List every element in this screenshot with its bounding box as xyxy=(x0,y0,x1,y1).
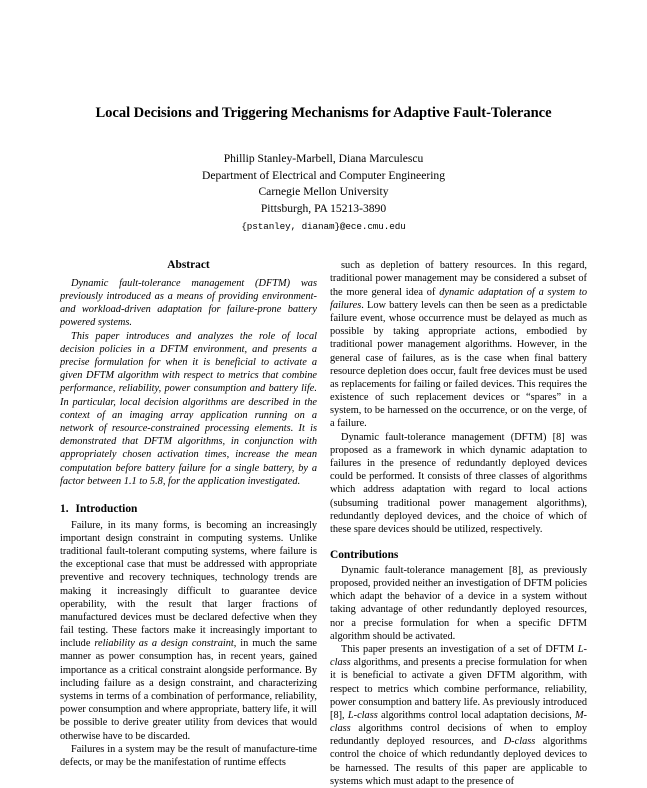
contrib-p2-part-b: algorithms, and presents a precise formulation for when it is beneficial to activate a given DFTM algorithm, with respect to metrics which combine performance, reliability, power consumption and battery life. As previously introduced [8], xyxy=(330,657,587,721)
right-column xyxy=(330,259,587,788)
contrib-p2-part-e: algorithms control the choice of which redundantly deployed devices to be harnessed. The results of this paper are applicable to systems which must adapt to the presence of xyxy=(330,736,587,787)
abstract-heading: Abstract xyxy=(167,259,210,272)
contrib-p2-emphasis-3: M-class xyxy=(330,709,587,735)
author-email: {pstanley, dianam}@ece.cmu.edu xyxy=(241,221,406,233)
contrib-p2-part-d: algorithms control decisions of when to employ redundantly deployed resources, and xyxy=(330,723,587,748)
contributions-heading: Contributions xyxy=(330,549,399,562)
section-title: Introduction xyxy=(75,502,138,515)
contributions-paragraph-2 xyxy=(330,643,587,788)
author-block xyxy=(60,151,587,233)
abstract-paragraph-2: This paper introduces and analyzes the role of local decision policies in a DFTM environment, and presents a precise formulation for when it is beneficial to activate a given DFTM algorithm with respect to metrics that combine performance, reliability, power consumption and battery life. In particular, local decision algorithms are described in the context of an imaging array application running on a network of resource-constrained processing elements. It is demonstrated that DFTM algorithms, in conjunction with appropriately chosen activation times, increase the mean computation before battery failure for a single battery, by a factor between 1.1 to 5.8, for the application investigated. xyxy=(60,330,317,487)
author-department: Department of Electrical and Computer Engineering xyxy=(201,168,446,182)
contrib-p2-emphasis-1: L-class xyxy=(330,643,587,669)
right-p1-part-a: such as depletion of battery resources. In this regard, traditional power management may be considered a subset of the more general idea of xyxy=(330,260,587,298)
abstract-paragraph-1: Dynamic fault-tolerance management (DFTM) was previously introduced as a means of providing environment- and workload-driven adaptation for failure-prone battery powered systems. xyxy=(60,277,317,329)
introduction-heading xyxy=(60,503,317,517)
contrib-p2-part-c: algorithms control local adaptation decisions, xyxy=(377,709,575,721)
left-column xyxy=(60,259,317,788)
contrib-p2-emphasis-2: L-class xyxy=(347,709,378,721)
introduction-paragraph-2: Failures in a system may be the result of manufacture-time defects, or may be the manifestation of runtime effects xyxy=(60,743,317,768)
introduction-paragraph-1 xyxy=(60,519,317,743)
title-block xyxy=(60,0,587,233)
right-paragraph-2: Dynamic fault-tolerance management (DFTM) [8] was proposed as a framework in which dynamic adaptation to failures in the presence of redundantly deployed devices could be performed. It consists of three classes of algorithms which address adaptation with regard to local actions (subsuming traditional power management algorithms), redundantly deployed devices, and the choice of which of these spare devices should be utilized, respectively. xyxy=(330,431,587,535)
intro-p1-part-b: , in much the same manner as power consumption has, in recent years, gained importance as a critical constraint alongside performance. By including failure as a design constraint, and characterizing systems in terms of a combination of performance, reliability, power consumption and where appropriate, battery life, it will be possible to derive greater utility from devices that would otherwise have to be discarded. xyxy=(60,638,317,742)
page-title: Local Decisions and Triggering Mechanisms for Adaptive Fault-Tolerance xyxy=(95,105,552,121)
author-address: Pittsburgh, PA 15213-3890 xyxy=(260,201,387,215)
intro-p1-emphasis: reliability as a design constraint xyxy=(94,638,234,650)
right-p1-part-b: . Low battery levels can then be seen as a predictable failure event, whose occurrence must be delayed as much as possible by taking appropriate actions, embodied by traditional power management algorithms. However, in the general case of failures, as is the case when final battery resource depletion does occur, fault free devices must be used as replacements for failing or failed devices. This requires the existence of such replacement devices or “spares” in a system, to be harnessed on the occurrence, or on the verge, of a failure. xyxy=(330,299,587,430)
two-column-body xyxy=(60,259,587,788)
contributions-paragraph-1: Dynamic fault-tolerance management [8], as previously proposed, provided neither an investigation of DFTM policies which adapt the behavior of a device in a system without taking advantage of other redundantly deployed resources, nor a precise formulation for when a specific DFTM algorithm should be activated. xyxy=(330,564,587,642)
intro-p1-part-a: Failure, in its many forms, is becoming an increasingly important design constraint in computing systems. Unlike traditional fault-tolerant computing systems, where failure is the exceptional case that must be addressed with appropriate preventive and recovery techniques, technology trends are making it increasingly difficult to guarantee device operability, with the result that larger fractions of manufactured devices must be declared defective when they fail testing. These factors make it increasingly important to include xyxy=(60,519,317,650)
section-number: 1. xyxy=(60,502,69,515)
right-paragraph-1 xyxy=(330,259,587,430)
contrib-p2-part-a: This paper presents an investigation of a set of DFTM xyxy=(341,643,578,655)
contrib-p2-emphasis-4: D-class xyxy=(503,736,536,748)
right-p1-emphasis: dynamic adaptation of a system to failures xyxy=(330,286,587,311)
author-university: Carnegie Mellon University xyxy=(258,185,389,199)
author-names: Phillip Stanley-Marbell, Diana Marculescu xyxy=(223,152,424,166)
